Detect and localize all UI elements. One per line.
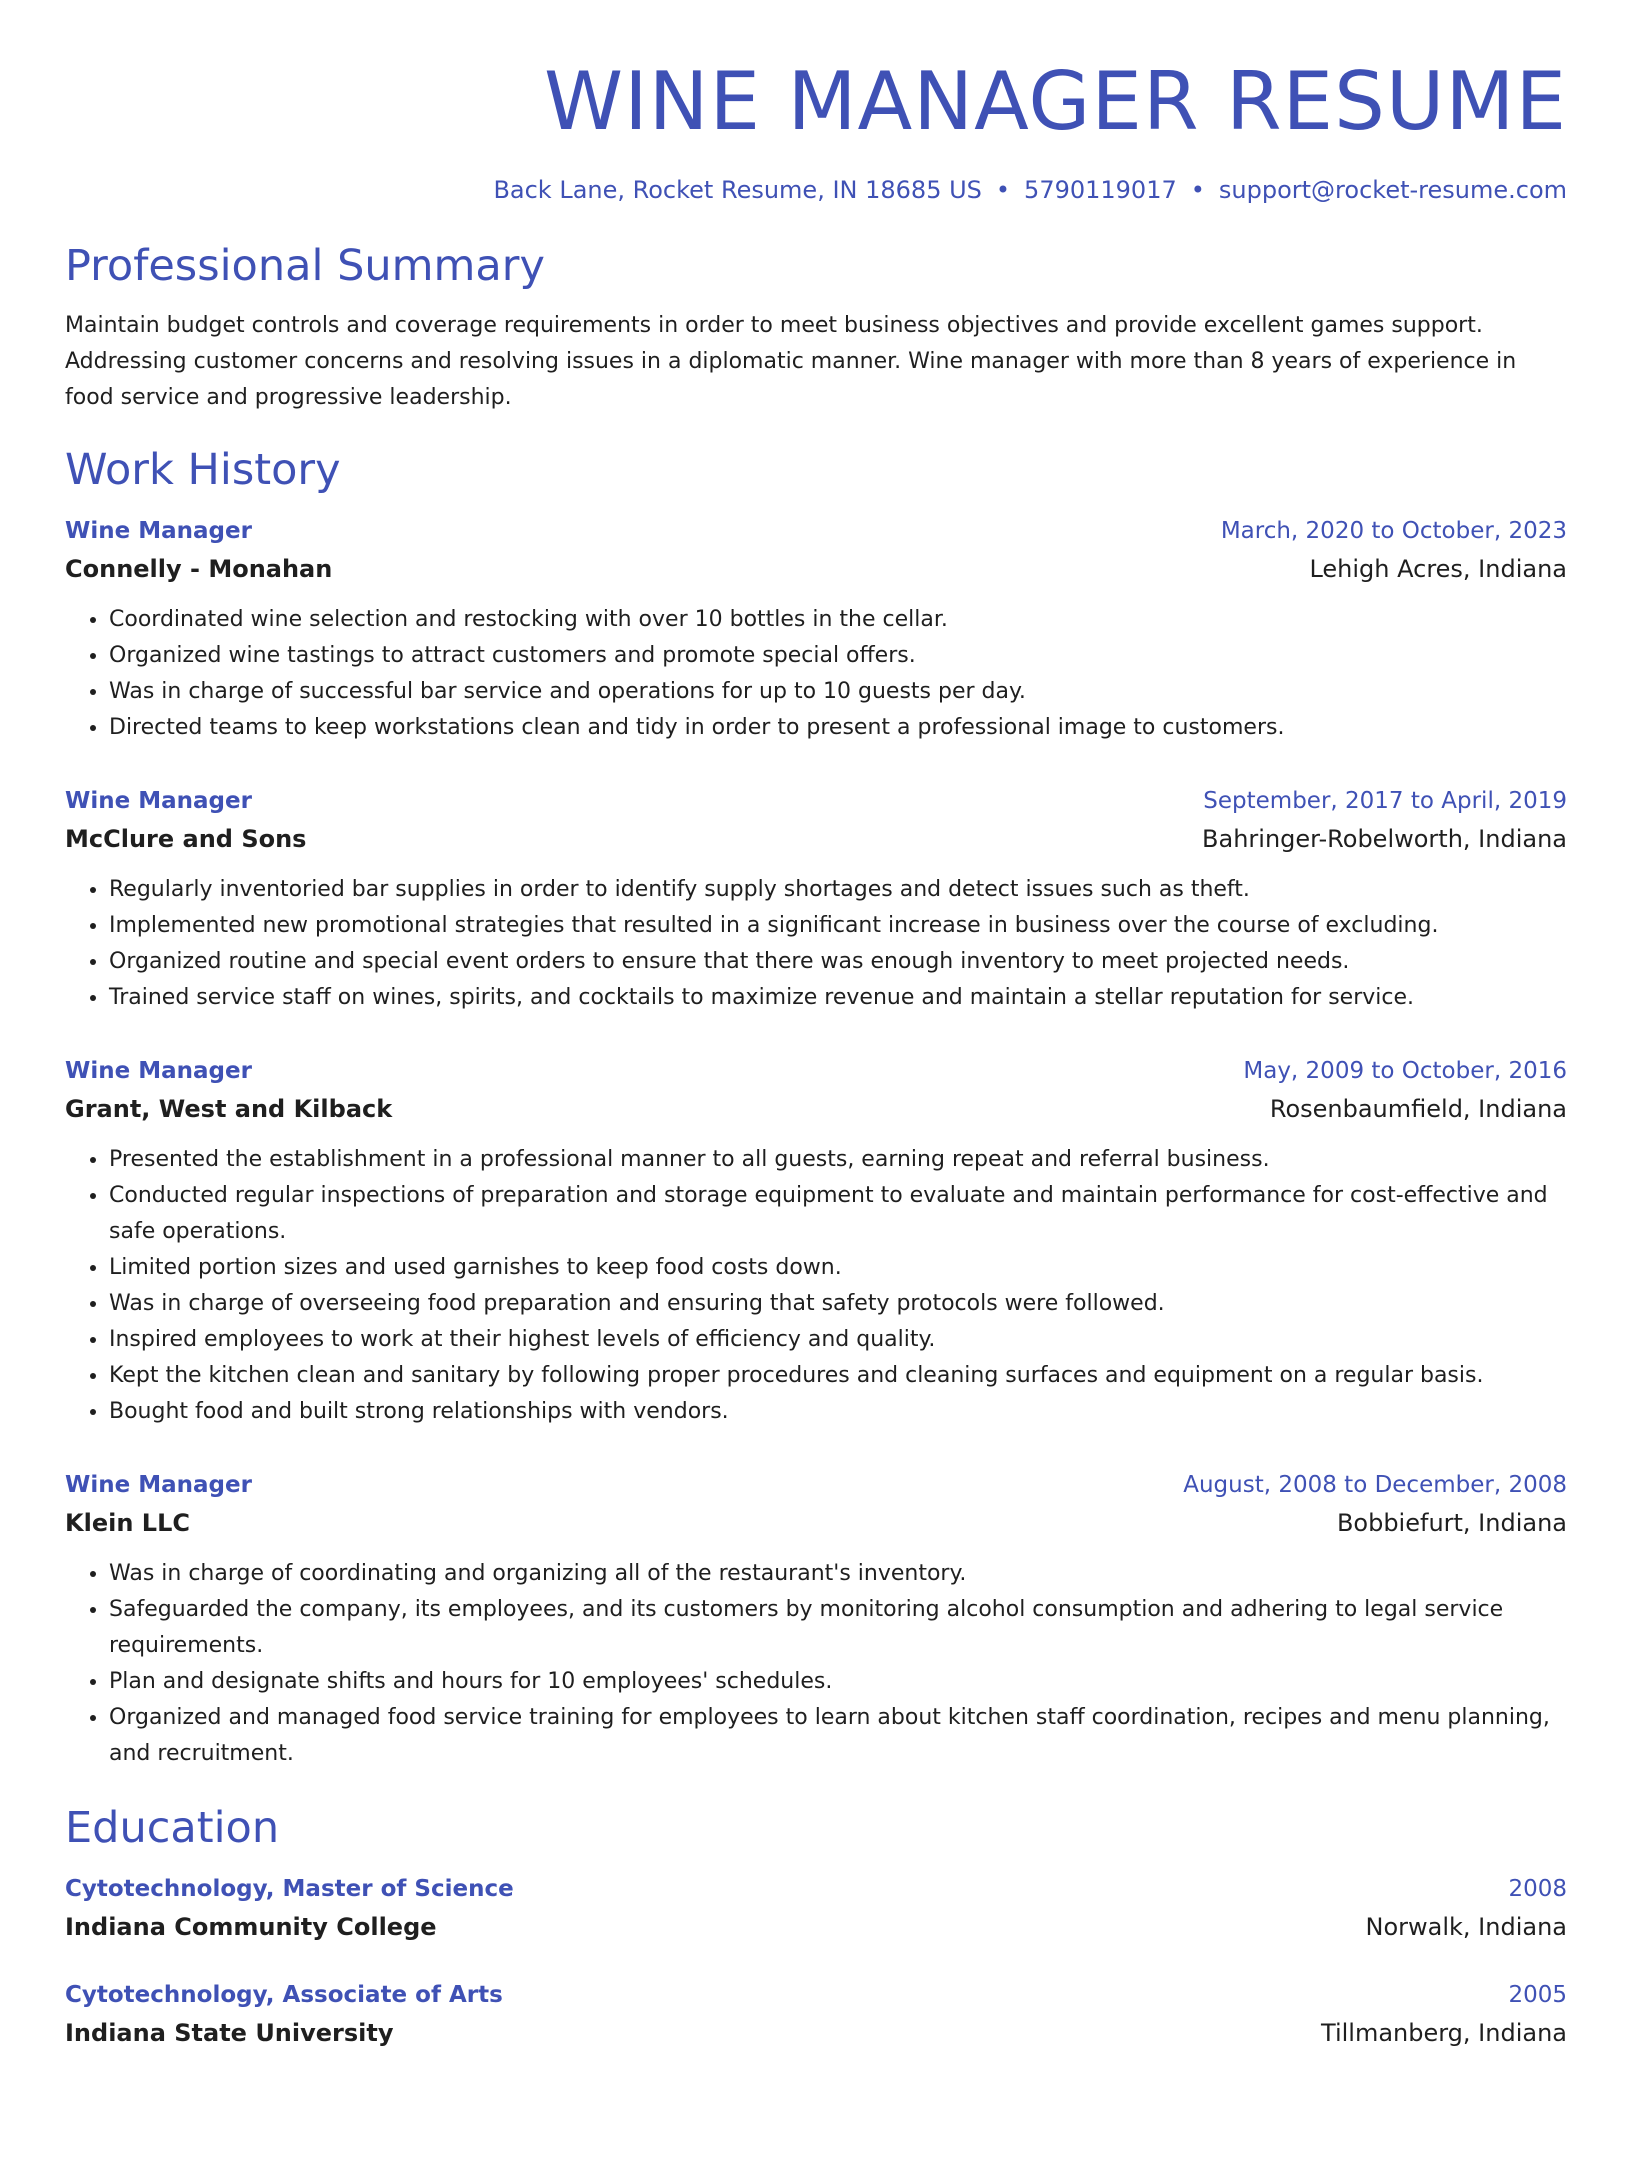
job-location: Bahringer-Robelworth, Indiana: [1202, 825, 1567, 853]
job-company: McClure and Sons: [65, 825, 307, 853]
separator-dot: •: [1190, 176, 1205, 204]
job-bullet: • Organized and managed food service training for employees to learn about kitchen staff coordination, recipes and menu planning, and recruitment.: [109, 1700, 1567, 1772]
job-title: Wine Manager: [65, 788, 252, 814]
job-bullet: • Organized wine tastings to attract customers and promote special offers.: [109, 638, 1567, 674]
job-bullet: • Directed teams to keep workstations clean and tidy in order to present a professional image to customers.: [109, 710, 1567, 746]
education-entry: [65, 1870, 1567, 1946]
job-company-row: [65, 1504, 1567, 1542]
education-degree: Cytotechnology, Master of Science: [65, 1876, 514, 1902]
job-bullet: • Organized routine and special event orders to ensure that there was enough inventory to meet projected needs.: [109, 944, 1567, 980]
contact-phone: 5790119017: [1024, 176, 1177, 204]
job-entry: [65, 512, 1567, 746]
job-bullets: [65, 602, 1567, 746]
job-bullet: • Bought food and built strong relationships with vendors.: [109, 1394, 1567, 1430]
summary-heading: Professional Summary: [65, 241, 545, 291]
education-degree-row: [65, 1976, 1567, 2014]
education-entry: [65, 1976, 1567, 2052]
job-bullet: • Kept the kitchen clean and sanitary by following proper procedures and cleaning surfaces and equipment on a regular basis.: [109, 1358, 1567, 1394]
job-bullet: • Was in charge of coordinating and organizing all of the restaurant's inventory.: [109, 1556, 1567, 1592]
education-heading: Education: [65, 1803, 280, 1853]
job-bullet: • Implemented new promotional strategies that resulted in a significant increase in business over the course of excluding.: [109, 908, 1567, 944]
education-location: Norwalk, Indiana: [1365, 1913, 1567, 1941]
contact-address: Back Lane, Rocket Resume, IN 18685 US: [493, 176, 982, 204]
job-dates: September, 2017 to April, 2019: [1203, 788, 1567, 814]
job-company: Grant, West and Kilback: [65, 1095, 393, 1123]
job-company: Klein LLC: [65, 1509, 190, 1537]
job-location: Lehigh Acres, Indiana: [1309, 555, 1567, 583]
job-location: Rosenbaumfield, Indiana: [1269, 1095, 1567, 1123]
job-dates: August, 2008 to December, 2008: [1183, 1472, 1567, 1498]
job-entry: [65, 1466, 1567, 1772]
education-school: Indiana Community College: [65, 1913, 437, 1941]
job-title-row: [65, 1466, 1567, 1504]
job-bullets: [65, 1556, 1567, 1772]
job-bullet: • Limited portion sizes and used garnishes to keep food costs down.: [109, 1250, 1567, 1286]
job-entry: [65, 1052, 1567, 1430]
job-dates: March, 2020 to October, 2023: [1220, 518, 1567, 544]
job-title: Wine Manager: [65, 1472, 252, 1498]
job-bullet: • Coordinated wine selection and restocking with over 10 bottles in the cellar.: [109, 602, 1567, 638]
separator-dot: •: [995, 176, 1011, 204]
job-location: Bobbiefurt, Indiana: [1336, 1509, 1567, 1537]
job-dates: May, 2009 to October, 2016: [1243, 1058, 1567, 1084]
job-entry: [65, 782, 1567, 1016]
education-location: Tillmanberg, Indiana: [1321, 2019, 1567, 2047]
summary-text: Maintain budget controls and coverage requirements in order to meet business objectives and provide excellent games support. Addressing customer concerns and resolving issues in a diplomatic manner. Wine manager with more than 8 years of experience in food service and progressive leadership.: [65, 313, 1517, 410]
job-bullet: • Conducted regular inspections of preparation and storage equipment to evaluate and maintain performance for cost-effective and safe operations.: [109, 1178, 1567, 1250]
job-title-row: [65, 1052, 1567, 1090]
education-degree-row: [65, 1870, 1567, 1908]
job-bullets: [65, 1142, 1567, 1430]
education-year: 2005: [1508, 1982, 1567, 2008]
job-title: Wine Manager: [65, 518, 252, 544]
job-bullet: • Inspired employees to work at their highest levels of efficiency and quality.: [109, 1322, 1567, 1358]
resume-page: [0, 52, 1632, 2164]
job-bullet: • Regularly inventoried bar supplies in order to identify supply shortages and detect issues such as theft.: [109, 872, 1567, 908]
job-bullet: • Presented the establishment in a professional manner to all guests, earning repeat and referral business.: [109, 1142, 1567, 1178]
job-bullet: • Safeguarded the company, its employees, and its customers by monitoring alcohol consumption and adhering to legal service requirements.: [109, 1592, 1567, 1664]
job-bullet: • Was in charge of overseeing food preparation and ensuring that safety protocols were followed.: [109, 1286, 1567, 1322]
education-school-row: [65, 1908, 1567, 1946]
job-company-row: [65, 550, 1567, 588]
job-title: Wine Manager: [65, 1058, 252, 1084]
education-school-row: [65, 2014, 1567, 2052]
job-title-row: [65, 782, 1567, 820]
resume-title: WINE MANAGER RESUME: [543, 55, 1567, 148]
education-degree: Cytotechnology, Associate of Arts: [65, 1982, 503, 2008]
job-company-row: [65, 1090, 1567, 1128]
education-year: 2008: [1508, 1876, 1567, 1902]
job-company: Connelly - Monahan: [65, 555, 333, 583]
job-bullet: • Was in charge of successful bar service and operations for up to 10 guests per day.: [109, 674, 1567, 710]
job-company-row: [65, 820, 1567, 858]
job-title-row: [65, 512, 1567, 550]
contact-email[interactable]: support@rocket-resume.com: [1218, 176, 1567, 204]
education-school: Indiana State University: [65, 2019, 394, 2047]
job-bullets: [65, 872, 1567, 1016]
job-bullet: • Trained service staff on wines, spirits, and cocktails to maximize revenue and maintain a stellar reputation for service.: [109, 980, 1567, 1016]
work-history-heading: Work History: [65, 445, 341, 495]
contact-line: [65, 172, 1567, 208]
job-bullet: • Plan and designate shifts and hours for 10 employees' schedules.: [109, 1664, 1567, 1700]
